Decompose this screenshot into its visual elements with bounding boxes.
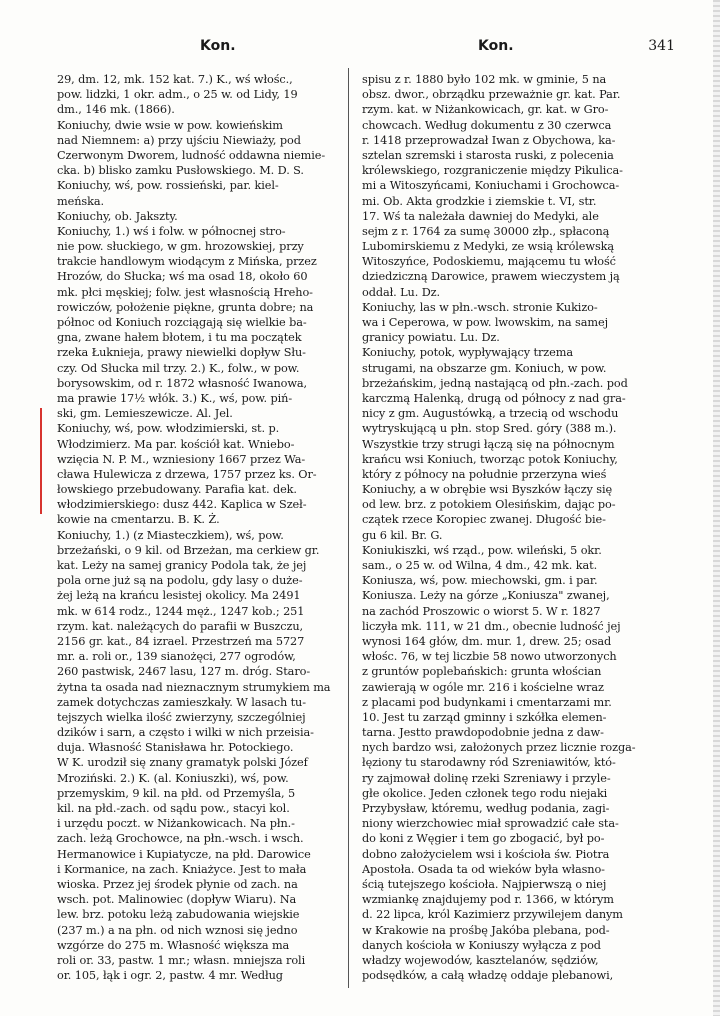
text-line: i urzędu poczt. w Niżankowicach. Na płn.-	[57, 817, 295, 831]
text-line: obsz. dwor., obrządku przeważnie gr. kat. Par.	[362, 88, 621, 102]
text-line: wa i Ceperowa, w pow. lwowskim, na samej	[362, 316, 608, 329]
text-line: strugami, na obszarze gm. Koniuch, w pow.	[362, 361, 607, 375]
text-line: Koniuchy, potok, wypływający trzema	[362, 346, 573, 360]
text-line: dobno założycielem wsi i kościoła św. Piotra	[362, 847, 610, 861]
text-line: trakcie handlowym wiodącym z Mińska, przez	[57, 255, 317, 269]
text-line: wzmiankę znajdujemy pod r. 1366, w którym	[362, 893, 614, 907]
text-line: zamek dotychczas zamieszkały. W lasach tu-	[57, 695, 306, 709]
page-number: 341	[648, 38, 675, 54]
text-line: nych bardzo wsi, założonych przez licznie rozga-	[362, 741, 636, 755]
page-header	[60, 38, 675, 60]
text-line: Koniuchy, dwie wsie w pow. kowieńskim	[57, 118, 283, 132]
text-line: duja. Własność Stanisława hr. Potockiego.	[57, 741, 294, 755]
text-line: władzy wojewodów, kasztelanów, sędziów,	[362, 953, 599, 967]
text-line: d. 22 lipca, król Kazimierz przywilejem danym	[362, 908, 623, 922]
text-line: lew. brz. potoku leżą zabudowania wiejskie	[57, 908, 300, 922]
text-line: nicy z gm. Augustówką, a trzecią od wschodu	[362, 407, 619, 421]
text-line: chowcach. Według dokumentu z 30 czerwca	[362, 118, 612, 132]
text-line: ry zajmował dolinę rzeki Szreniawy i przyle-	[362, 771, 611, 785]
left-column	[57, 72, 342, 983]
text-line: Koniuchy, wś, pow. rossieński, par. kiel-	[57, 179, 279, 193]
text-line: 29, dm. 12, mk. 152 kat. 7.) K., wś włośc.,	[57, 73, 293, 86]
text-line: łowskiego przebudowany. Parafia kat. dek.	[57, 483, 297, 497]
margin-annotation-mark	[40, 408, 42, 514]
text-line: głe okolice. Jeden członek tego rodu niejaki	[362, 786, 608, 800]
text-line: Przybysław, któremu, według podania, zagi-	[362, 802, 610, 815]
text-line: dm., 146 mk. (1866).	[57, 103, 175, 117]
text-line: gna, zwane hałem błotem, i tu ma początek	[57, 331, 302, 345]
text-line: zawierają w ogóle mr. 216 i kościelne wraz	[362, 680, 604, 694]
text-line: danych kościoła w Koniuszy wyłącza z pod	[362, 938, 601, 952]
text-line: Czerwonym Dworem, ludność oddawna niemie-	[57, 148, 326, 162]
text-line: or. 105, łąk i ogr. 2, pastw. 4 mr. Według	[57, 969, 283, 983]
text-line: Lubomirskiemu z Medyki, ze wsią królewską	[362, 240, 615, 254]
text-line: mr. a. roli or., 139 sianożęci, 277 ogrodów,	[57, 650, 296, 664]
text-line: roli or. 33, pastw. 1 mr.; własn. mniejsza roli	[57, 953, 306, 967]
text-line: Koniusza. Leży na górze „Koniusza" zwanej,	[362, 589, 610, 603]
text-line: kat. Leży na samej granicy Podola tak, że jej	[57, 559, 307, 572]
text-line: kowie na cmentarzu. B. K. Ż.	[57, 513, 220, 527]
text-line: czątek rzece Koropiec zwanej. Długość bie-	[362, 513, 606, 527]
text-line: Hermanowice i Kupiatycze, na płd. Darowice	[57, 847, 311, 861]
text-line: wioska. Przez jej środek płynie od zach. na	[57, 877, 298, 891]
text-line: od lew. brz. z potokiem Olesińskim, dając po-	[362, 498, 616, 512]
right-column	[362, 72, 647, 983]
scan-edge	[713, 0, 720, 1016]
text-line: Włodzimierz. Ma par. kościół kat. Wniebo-	[57, 437, 295, 451]
text-line: gu 6 kil. Br. G.	[362, 528, 443, 542]
text-line: liczyła mk. 111, w 21 dm., obecnie ludność jej	[362, 619, 621, 633]
text-line: Hrozów, do Słucka; wś ma osad 18, około 60	[57, 270, 308, 284]
text-line: rzym. kat. w Niżankowicach, gr. kat. w Gro-	[362, 103, 609, 117]
text-line: żej leżą na krańcu lesistej okolicy. Ma 2491	[57, 589, 301, 603]
text-line: w Krakowie na prośbę Jakóba plebana, pod-	[362, 923, 610, 937]
text-line: rzym. kat. należących do parafii w Buszczu,	[57, 619, 303, 633]
text-line: wzgórze do 275 m. Własność większa ma	[57, 938, 290, 952]
text-line: spisu z r. 1880 było 102 mk. w gminie, 5 na	[362, 73, 607, 86]
text-line: Koniuchy, a w obrębie wsi Byszków łączy się	[362, 483, 613, 497]
text-line: W K. urodził się znany gramatyk polski Józef	[57, 756, 308, 770]
text-line: sejm z r. 1764 za sumę 30000 złp., spłaconą	[362, 224, 610, 238]
text-line: włodzimierskiego: dusz 442. Kaplica w Szeł-	[57, 498, 307, 512]
text-line: pola orne już są na podolu, gdy lasy o duże-	[57, 574, 303, 588]
text-line: niony wierzchowiec miał sprowadzić całe sta-	[362, 817, 619, 831]
text-line: (237 m.) a na płn. od nich wznosi się jedno	[57, 923, 298, 937]
text-line: Wszystkie trzy strugi łączą się na północnym	[362, 437, 615, 451]
text-line: żytna ta osada nad nieznacznym strumykiem ma	[57, 680, 331, 694]
text-line: meńska.	[57, 194, 104, 208]
text-line: ścią tutejszego kościoła. Najpierwszą o niej	[362, 877, 607, 891]
text-line: karczmą Halenką, drugą od północy z nad gra-	[362, 391, 626, 405]
text-line: cka. b) blisko zamku Pusłowskiego. M. D. S.	[57, 164, 304, 178]
text-line: zach. leżą Grochowce, na płn.-wsch. i wsch.	[57, 832, 304, 846]
text-line: borysowskim, od r. 1872 własność Iwanowa,	[57, 376, 308, 390]
text-line: cława Hulewicza z drzewa, 1757 przez ks. Or-	[57, 467, 317, 481]
text-line: granicy powiatu. Lu. Dz.	[362, 331, 500, 345]
text-line: wytryskującą u płn. stop Sred. góry (388 m.).	[362, 422, 617, 436]
text-line: nad Niemnem: a) przy ujściu Niewiaży, pod	[57, 133, 301, 147]
text-line: i Kormanice, na zach. Kniażyce. Jest to mała	[57, 862, 307, 876]
text-line: czy. Od Słucka mil trzy. 2.) K., folw., w pow.	[57, 361, 300, 375]
text-line: 2156 gr. kat., 84 izrael. Przestrzeń ma 5727	[57, 634, 305, 648]
text-line: przemyskim, 9 kil. na płd. od Przemyśla, 5	[57, 786, 296, 800]
text-line: włośc. 76, w tej liczbie 58 nowo utworzonych	[362, 650, 617, 664]
text-line: Koniuchy, las w płn.-wsch. stronie Kukizo-	[362, 300, 598, 314]
text-line: Witoszyńce, Podoskiemu, mającemu tu włość	[362, 255, 616, 269]
text-line: 17. Wś ta należała dawniej do Medyki, ale	[362, 209, 599, 223]
text-line: dzików i sarn, a często i wilki w nich przeisia-	[57, 726, 314, 740]
text-line: z gruntów poplebańskich: grunta włościan	[362, 665, 602, 679]
text-line: rzeka Łuknieja, prawy niewielki dopływ Słu-	[57, 346, 306, 360]
text-line: Koniuchy, 1.) (z Miasteczkiem), wś, pow.	[57, 528, 284, 542]
text-line: Koniuchy, ob. Jakszty.	[57, 209, 178, 223]
text-line: ma prawie 17½ włók. 3.) K., wś, pow. piń-	[57, 391, 293, 405]
text-line: tarna. Jestto prawdopodobnie jedna z daw-	[362, 726, 604, 740]
text-line: oddał. Lu. Dz.	[362, 285, 441, 299]
text-line: północ od Koniuch rozciągają się wielkie ba-	[57, 316, 307, 329]
text-line: Koniusza, wś, pow. miechowski, gm. i par.	[362, 574, 598, 588]
text-line: królewskiego, rozgraniczenie między Pikulica-	[362, 164, 623, 178]
text-line: łęziony tu starodawny ród Szreniawitów, któ-	[362, 756, 616, 770]
text-line: r. 1418 przeprowadzał Iwan z Obychowa, ka-	[362, 133, 616, 147]
text-line: mk. w 614 rodz., 1244 męż., 1247 kob.; 251	[57, 604, 305, 618]
text-line: tejszych wielka ilość zwierzyny, szczególniej	[57, 710, 306, 724]
text-line: podsędków, a całą władzę oddaje plebanowi,	[362, 969, 614, 983]
text-line: dziedziczną Darowice, prawem wieczystem ją	[362, 270, 620, 284]
text-line: krańcu wsi Koniuch, tworząc potok Koniuchy,	[362, 452, 618, 466]
text-line: sam., o 25 w. od Wilna, 4 dm., 42 mk. kat.	[362, 559, 598, 572]
text-line: który z północy na południe przerzyna wieś	[362, 467, 607, 481]
text-line: nie pow. słuckiego, w gm. hrozowskiej, przy	[57, 240, 304, 254]
text-line: Mroziński. 2.) K. (al. Koniuszki), wś, pow.	[57, 771, 289, 785]
header-center-keyword: Kon.	[478, 38, 514, 54]
text-line: Apostoła. Osada ta od wieków była własno-	[362, 862, 605, 876]
text-line: mi a Witoszyńcami, Koniuchami i Grochowca-	[362, 179, 620, 193]
text-line: do koni z Węgier i tem go zbogacić, był po-	[362, 832, 605, 846]
text-line: Koniukiszki, wś rząd., pow. wileński, 5 okr.	[362, 543, 602, 557]
text-line: mk. płci męskiej; folw. jest własnością Hreho-	[57, 285, 313, 299]
text-line: sztelan szremski i starosta ruski, z polecenia	[362, 148, 614, 162]
text-line: ski, gm. Lemieszewicze. Al. Jel.	[57, 407, 233, 421]
text-line: pow. lidzki, 1 okr. adm., o 25 w. od Lidy, 19	[57, 88, 298, 102]
text-line: brzeżańskim, jedną nastającą od płn.-zach. pod	[362, 376, 628, 390]
text-line: wzięcia N. P. M., wzniesiony 1667 przez Wa-	[57, 452, 306, 466]
text-line: Koniuchy, 1.) wś i folw. w północnej stro-	[57, 224, 286, 238]
text-line: z placami pod budynkami i cmentarzami mr.	[362, 695, 612, 709]
text-line: rowiczów, położenie piękne, grunta dobre; na	[57, 300, 314, 314]
header-left-keyword: Kon.	[200, 38, 236, 54]
text-line: wsch. pot. Malinowiec (dopływ Wiaru). Na	[57, 893, 297, 907]
text-line: kil. na płd.-zach. od sądu pow., stacyi kol.	[57, 802, 290, 815]
text-line: Koniuchy, wś, pow. włodzimierski, st. p.	[57, 422, 280, 436]
text-line: mi. Ob. Akta grodzkie i ziemskie t. VI, str.	[362, 194, 597, 208]
text-line: na zachód Proszowic o wiorst 5. W r. 1827	[362, 604, 601, 618]
text-line: brzeżański, o 9 kil. od Brzeżan, ma cerkiew gr.	[57, 543, 320, 557]
text-line: 10. Jest tu zarząd gminny i szkółka elemen-	[362, 710, 607, 724]
column-divider	[348, 68, 349, 988]
text-line: wynosi 164 głów, dm. mur. 1, drew. 25; osad	[362, 634, 612, 648]
text-line: 260 pastwisk, 2467 lasu, 127 m. dróg. Staro-	[57, 665, 311, 679]
